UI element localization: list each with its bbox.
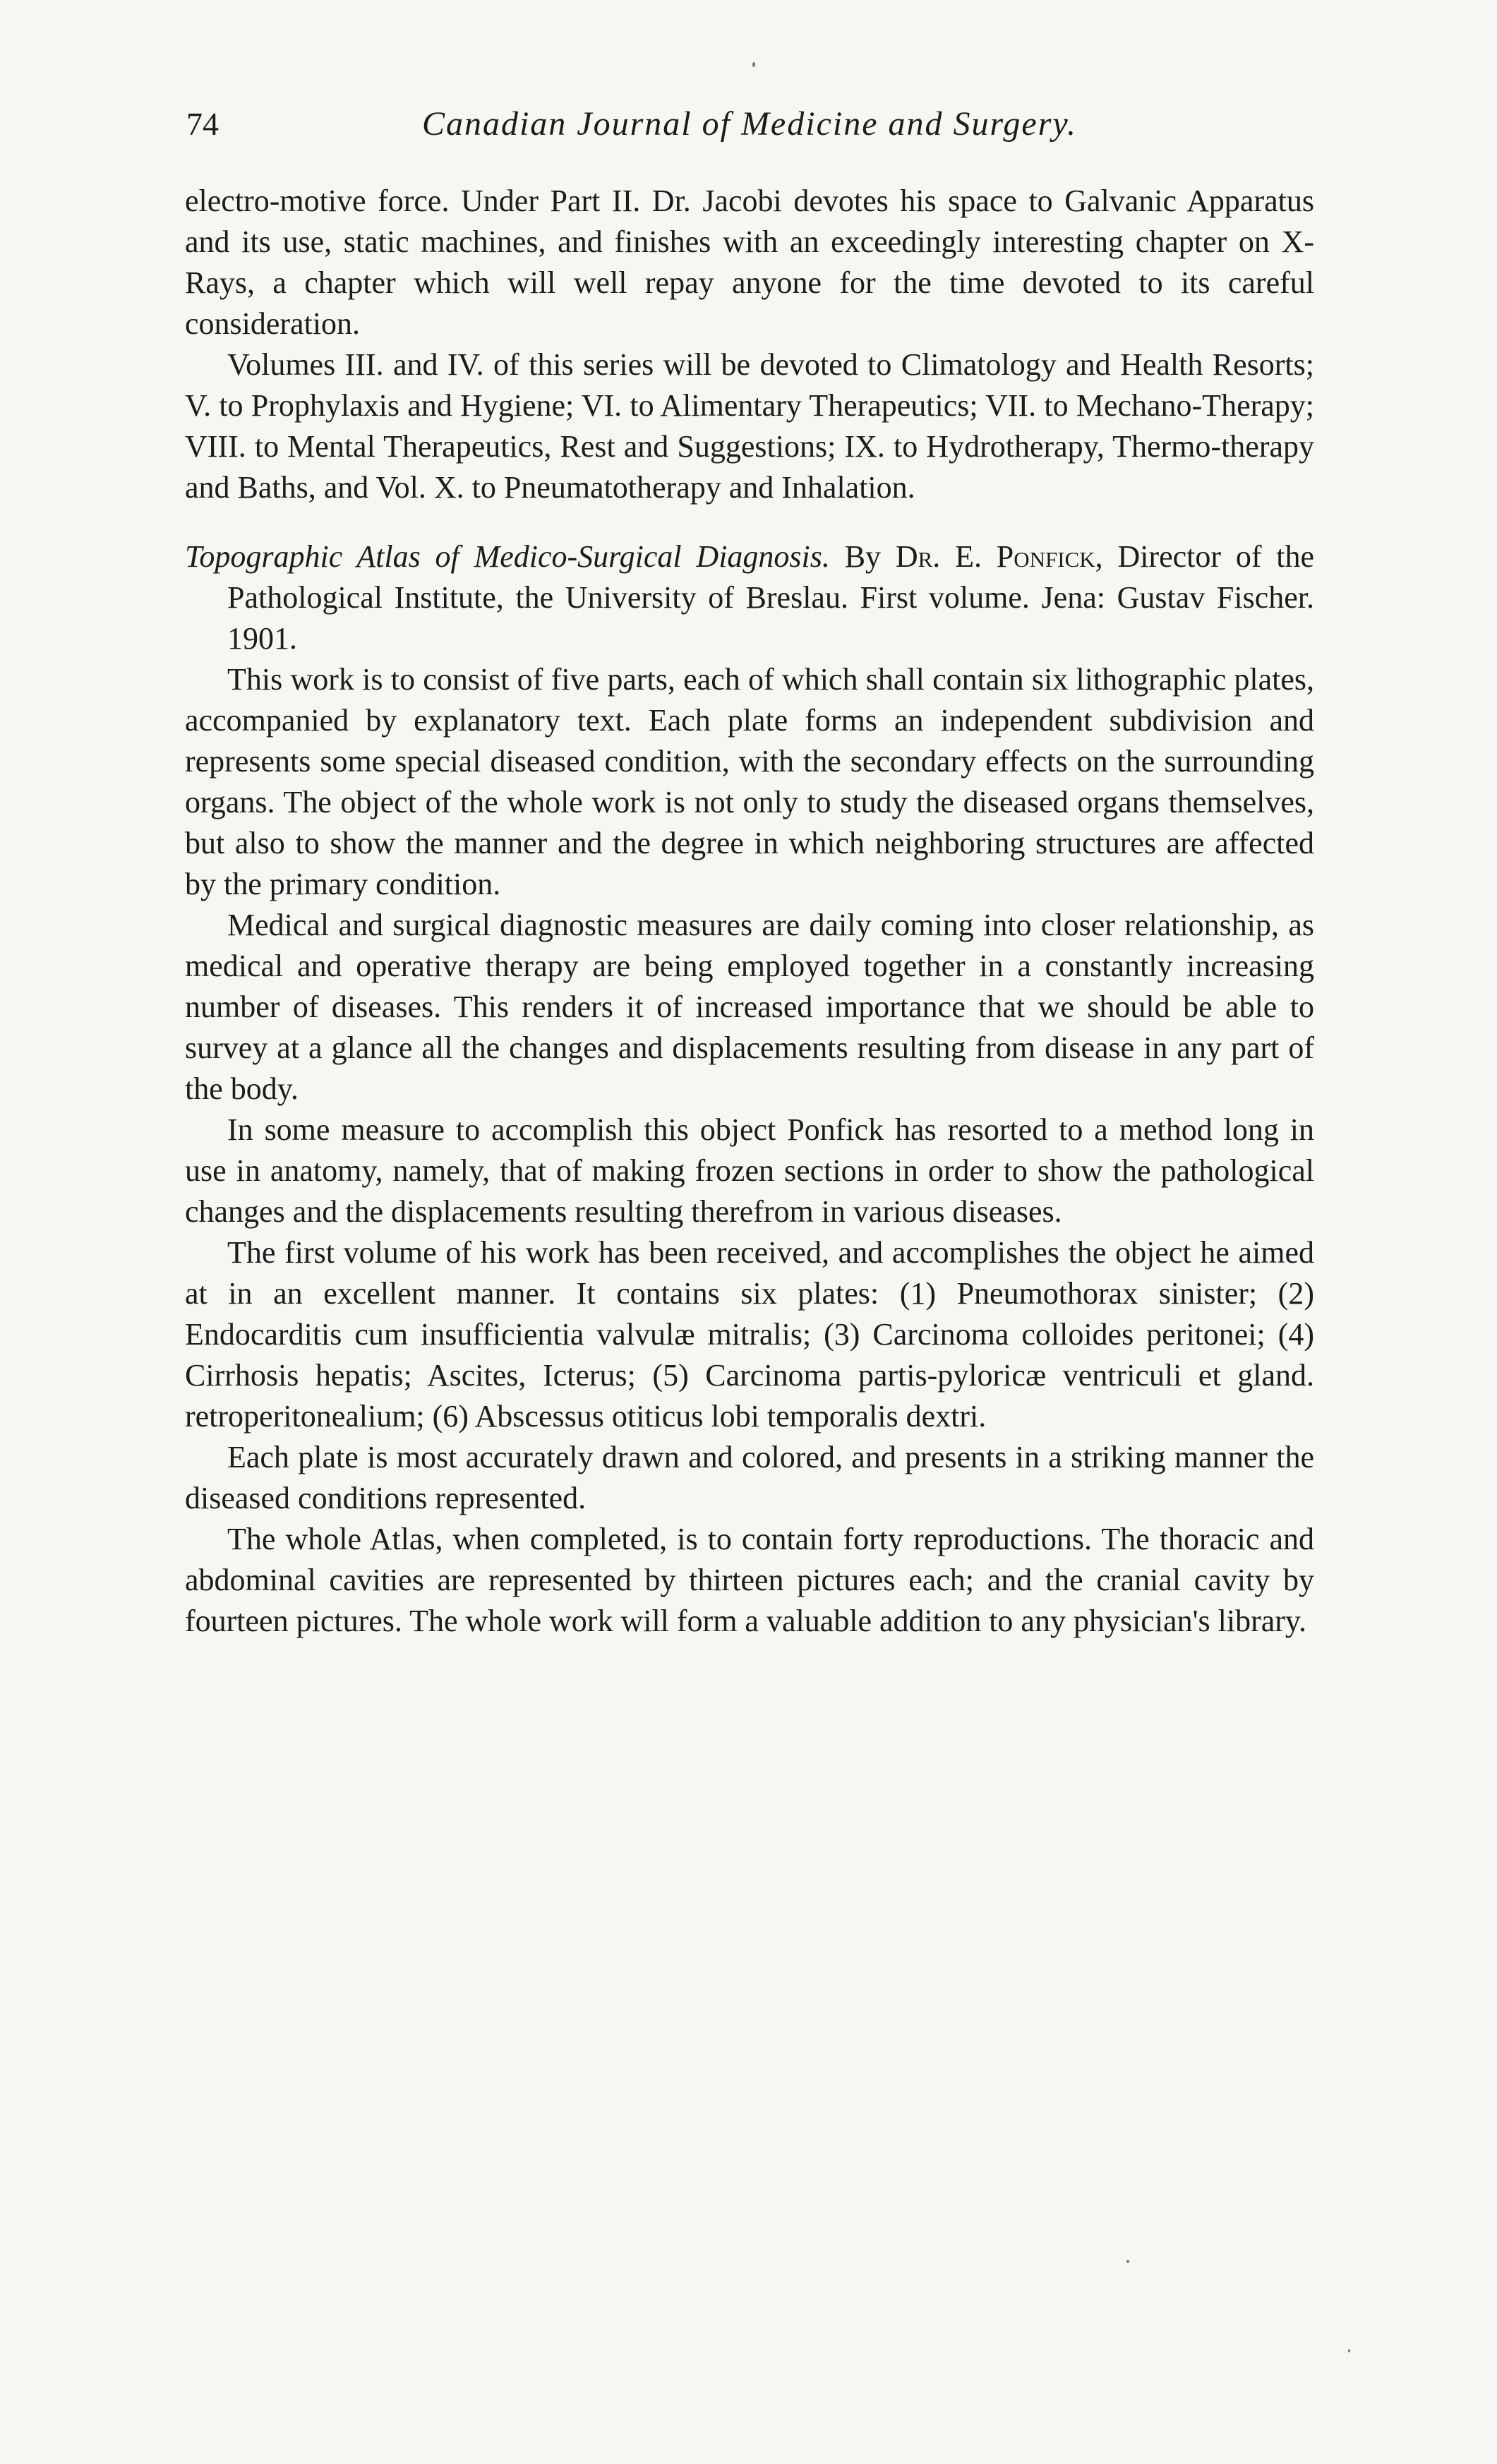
review-heading bbox=[185, 536, 1314, 659]
journal-title: Canadian Journal of Medicine and Surgery. bbox=[421, 105, 1078, 143]
review-by: By bbox=[844, 539, 882, 574]
volumes-paragraph: Volumes III. and IV. of this series will be devoted to Climatology and Health Resorts; V. to Prophylaxis and Hygiene; VI. to Alimentary Therapeutics; VII. to Mechano-Therapy; VIII. to Mental Therapeutics, Rest and Suggestions; IX. to Hydrotherapy, Thermo-therapy and Baths, and Vol. X. to Pneumatotherapy and Inhalation. bbox=[185, 347, 1314, 505]
review-author: Dr. E. Ponfick, bbox=[895, 539, 1103, 574]
body-text bbox=[185, 181, 1314, 1642]
running-head bbox=[185, 104, 1314, 154]
review-paragraph: Medical and surgical diagnostic measures are daily coming into closer relationship, as medical and operative therapy are being employed together in a constantly increasing number of diseases. This renders it of increased importance that we should be able to survey at a glance all the changes and displacements resulting from disease in any part of the body. bbox=[185, 908, 1314, 1106]
book-title: Topographic Atlas of Medico-Surgical Diagnosis. bbox=[185, 539, 830, 574]
review-paragraph: Each plate is most accurately drawn and colored, and presents in a striking manner the diseased conditions represented. bbox=[185, 1440, 1314, 1515]
print-speck bbox=[752, 62, 755, 67]
review-paragraph: This work is to consist of five parts, each of which shall contain six lithographic plates, accompanied by explanatory text. Each plate forms an independent subdivision and represents some special diseased condition, with the secondary effects on the surrounding organs. The object of the whole work is not only to study the diseased organs themselves, but also to show the manner and the degree in which neighboring structures are affected by the primary condition. bbox=[185, 662, 1314, 901]
review-paragraph: The first volume of his work has been received, and accomplishes the object he aimed at in an excellent manner. It contains six plates: (1) Pneumothorax sinister; (2) Endocarditis cum insufficientia valvulæ mitralis; (3) Carcinoma colloides peritonei; (4) Cirrhosis hepatis; Ascites, Icterus; (5) Carcinoma partis-pyloricæ ventriculi et gland. retroperitonealium; (6) Abscessus otiticus lobi temporalis dextri. bbox=[185, 1235, 1314, 1434]
review-paragraph: The whole Atlas, when completed, is to contain forty reproductions. The thoracic and abdominal cavities are represented by thirteen pictures each; and the cranial cavity by fourteen pictures. The whole work will form a valuable addition to any physician's library. bbox=[185, 1522, 1314, 1638]
journal-page bbox=[185, 104, 1314, 1642]
review-publication-details: Director of the Pathological Institute, the University of Breslau. First volume. Jena: Gustav Fischer. 1901. bbox=[227, 539, 1315, 656]
review-paragraph: In some measure to accomplish this object Ponfick has resorted to a method long in use in anatomy, namely, that of making frozen sections in order to show the pathological changes and the displacements resulting therefrom in various diseases. bbox=[185, 1112, 1314, 1229]
continued-paragraph: electro-motive force. Under Part II. Dr. Jacobi devotes his space to Galvanic Apparatus and its use, static machines, and finishes with an exceedingly interesting chapter on X-Rays, a chapter which will well repay anyone for the time devoted to its careful consideration. bbox=[185, 184, 1314, 341]
print-speck bbox=[1348, 2349, 1350, 2352]
page-number: 74 bbox=[186, 106, 219, 142]
print-speck bbox=[1126, 2260, 1129, 2263]
